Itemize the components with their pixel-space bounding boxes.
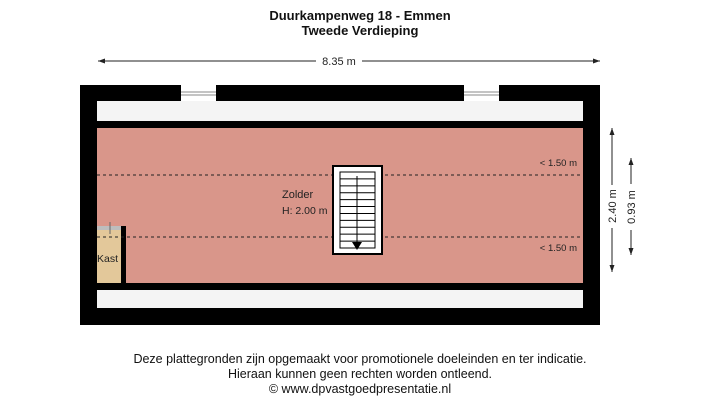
kast-wall bbox=[121, 226, 126, 283]
window-left bbox=[181, 85, 216, 101]
kast-label: Kast bbox=[97, 253, 119, 265]
height-line-upper-label: < 1.50 m bbox=[539, 158, 577, 169]
knee-dimension-label: 0.93 m bbox=[626, 190, 638, 224]
floor-title: Tweede Verdieping bbox=[301, 23, 419, 38]
height-line-lower-label: < 1.50 m bbox=[539, 243, 577, 254]
window-right bbox=[464, 85, 499, 101]
depth-dimension-label: 2.40 m bbox=[607, 189, 619, 223]
copyright-line: © www.dpvastgoedpresentatie.nl bbox=[268, 382, 452, 396]
disclaimer-line-1: Deze plattegronden zijn opgemaakt voor promotionele doeleinden en ter indicatie. bbox=[133, 352, 587, 366]
disclaimer-line-2: Hieraan kunnen geen rechten worden ontleend. bbox=[227, 367, 493, 381]
zolder-label: Zolder bbox=[282, 189, 314, 201]
knee-wall-top bbox=[97, 121, 583, 128]
zolder-height-label: H: 2.00 m bbox=[282, 205, 328, 217]
staircase bbox=[333, 166, 382, 254]
address-title: Duurkampenweg 18 - Emmen bbox=[269, 8, 451, 23]
knee-wall-bottom bbox=[97, 283, 583, 290]
width-dimension-label: 8.35 m bbox=[322, 56, 356, 68]
